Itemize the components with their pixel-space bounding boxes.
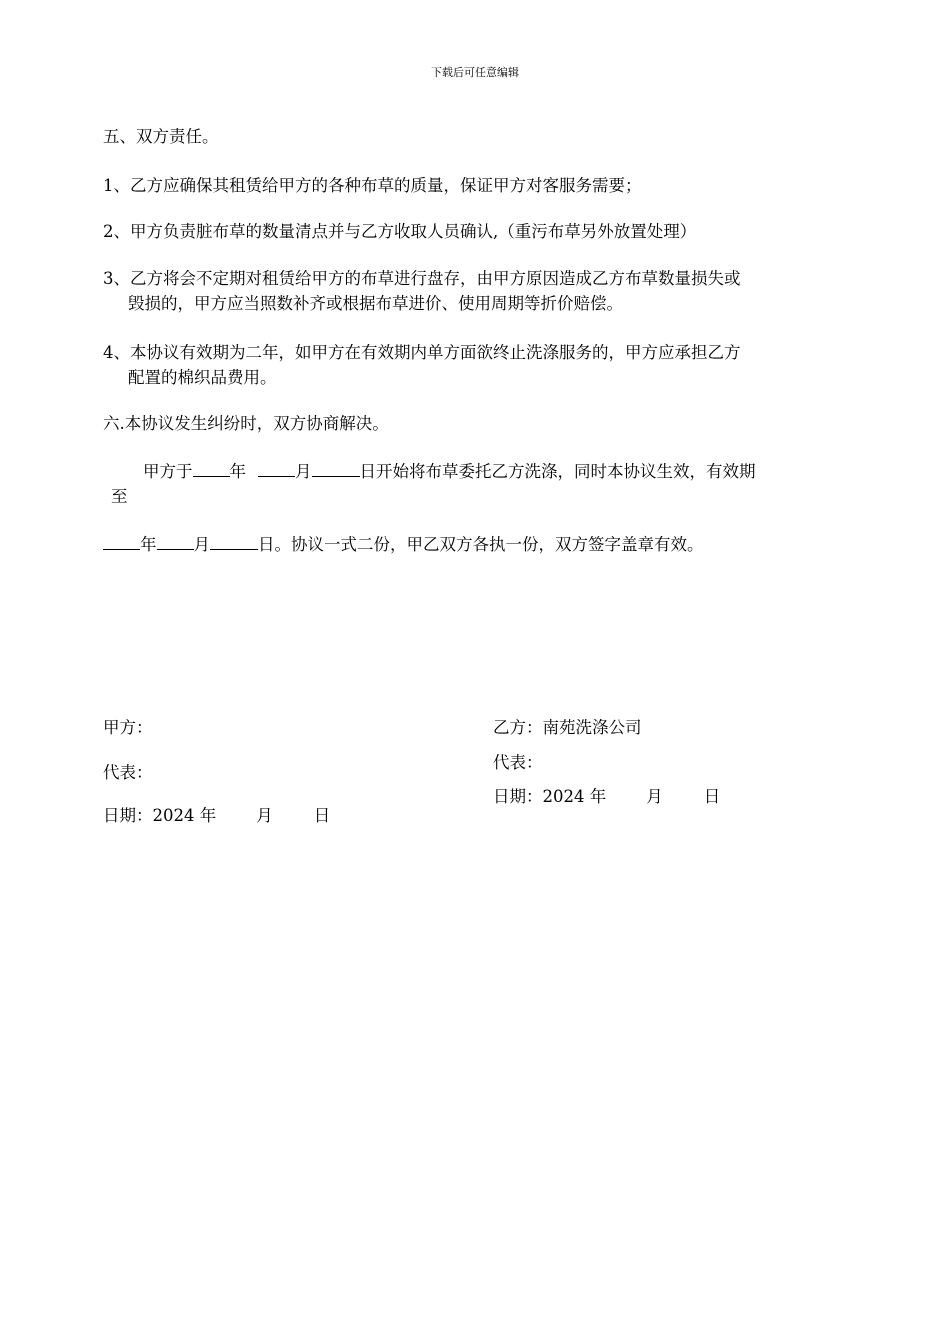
validity-month-label: 月 bbox=[295, 462, 312, 481]
validity-start-prefix: 甲方于 bbox=[143, 462, 193, 481]
party-b-date-label: 日期：2024 年 bbox=[493, 787, 607, 806]
validity-end-year-label: 年 bbox=[140, 535, 157, 554]
clause-3-line2: 毁损的，甲方应当照数补齐或根据布草进价、使用周期等折价赔偿。 bbox=[128, 294, 623, 313]
validity-end-day-text: 日。协议一式二份，甲乙双方各执一份，双方签字盖章有效。 bbox=[258, 535, 704, 554]
clause-1-text: 1、乙方应确保其租赁给甲方的各种布草的质量，保证甲方对客服务需要； bbox=[103, 176, 642, 195]
validity-year-label: 年 bbox=[229, 462, 246, 481]
validity-end-line bbox=[103, 532, 863, 557]
party-b-rep-label: 代表： bbox=[493, 753, 543, 772]
party-a-date-label: 日期：2024 年 bbox=[103, 806, 217, 825]
clause-2-text: 2、甲方负责脏布草的数量清点并与乙方收取人员确认,（重污布草另外放置处理） bbox=[103, 222, 697, 241]
day-blank bbox=[312, 459, 360, 477]
party-a-rep-label: 代表： bbox=[103, 763, 153, 782]
party-b-date bbox=[493, 786, 720, 808]
validity-to: 至 bbox=[111, 487, 128, 506]
party-a-label: 甲方： bbox=[103, 718, 153, 737]
validity-start-line bbox=[143, 459, 903, 484]
party-a-month: 月 bbox=[256, 806, 273, 825]
clause-4 bbox=[103, 340, 863, 390]
party-b-month: 月 bbox=[646, 787, 663, 806]
end-day-blank bbox=[210, 532, 258, 550]
clause-4-line1: 4、本协议有效期为二年，如甲方在有效期内单方面欲终止洗涤服务的，甲方应承担乙方 bbox=[103, 343, 741, 362]
end-year-blank bbox=[103, 532, 140, 550]
party-b-day: 日 bbox=[703, 787, 721, 806]
validity-day-start-text: 日开始将布草委托乙方洗涤，同时本协议生效，有效期 bbox=[359, 462, 756, 481]
clause-4-line2: 配置的棉织品费用。 bbox=[128, 368, 277, 387]
section-6: 六.本协议发生纠纷时，双方协商解决。 bbox=[103, 414, 389, 433]
end-month-blank bbox=[157, 532, 194, 550]
party-a-day: 日 bbox=[313, 806, 331, 825]
clause-3-line1: 3、乙方将会不定期对租赁给甲方的布草进行盘存，由甲方原因造成乙方布草数量损失或 bbox=[103, 269, 741, 288]
party-a-date bbox=[103, 805, 330, 827]
year-blank bbox=[193, 459, 230, 477]
section-5-heading: 五、双方责任。 bbox=[103, 127, 219, 146]
party-b-label: 乙方：南苑洗涤公司 bbox=[493, 718, 642, 737]
validity-end-month-label: 月 bbox=[193, 535, 210, 554]
clause-1 bbox=[103, 173, 863, 198]
clause-2 bbox=[103, 219, 863, 244]
month-blank bbox=[258, 459, 295, 477]
clause-3 bbox=[103, 266, 863, 316]
header-note: 下载后可任意编辑 bbox=[431, 66, 519, 79]
